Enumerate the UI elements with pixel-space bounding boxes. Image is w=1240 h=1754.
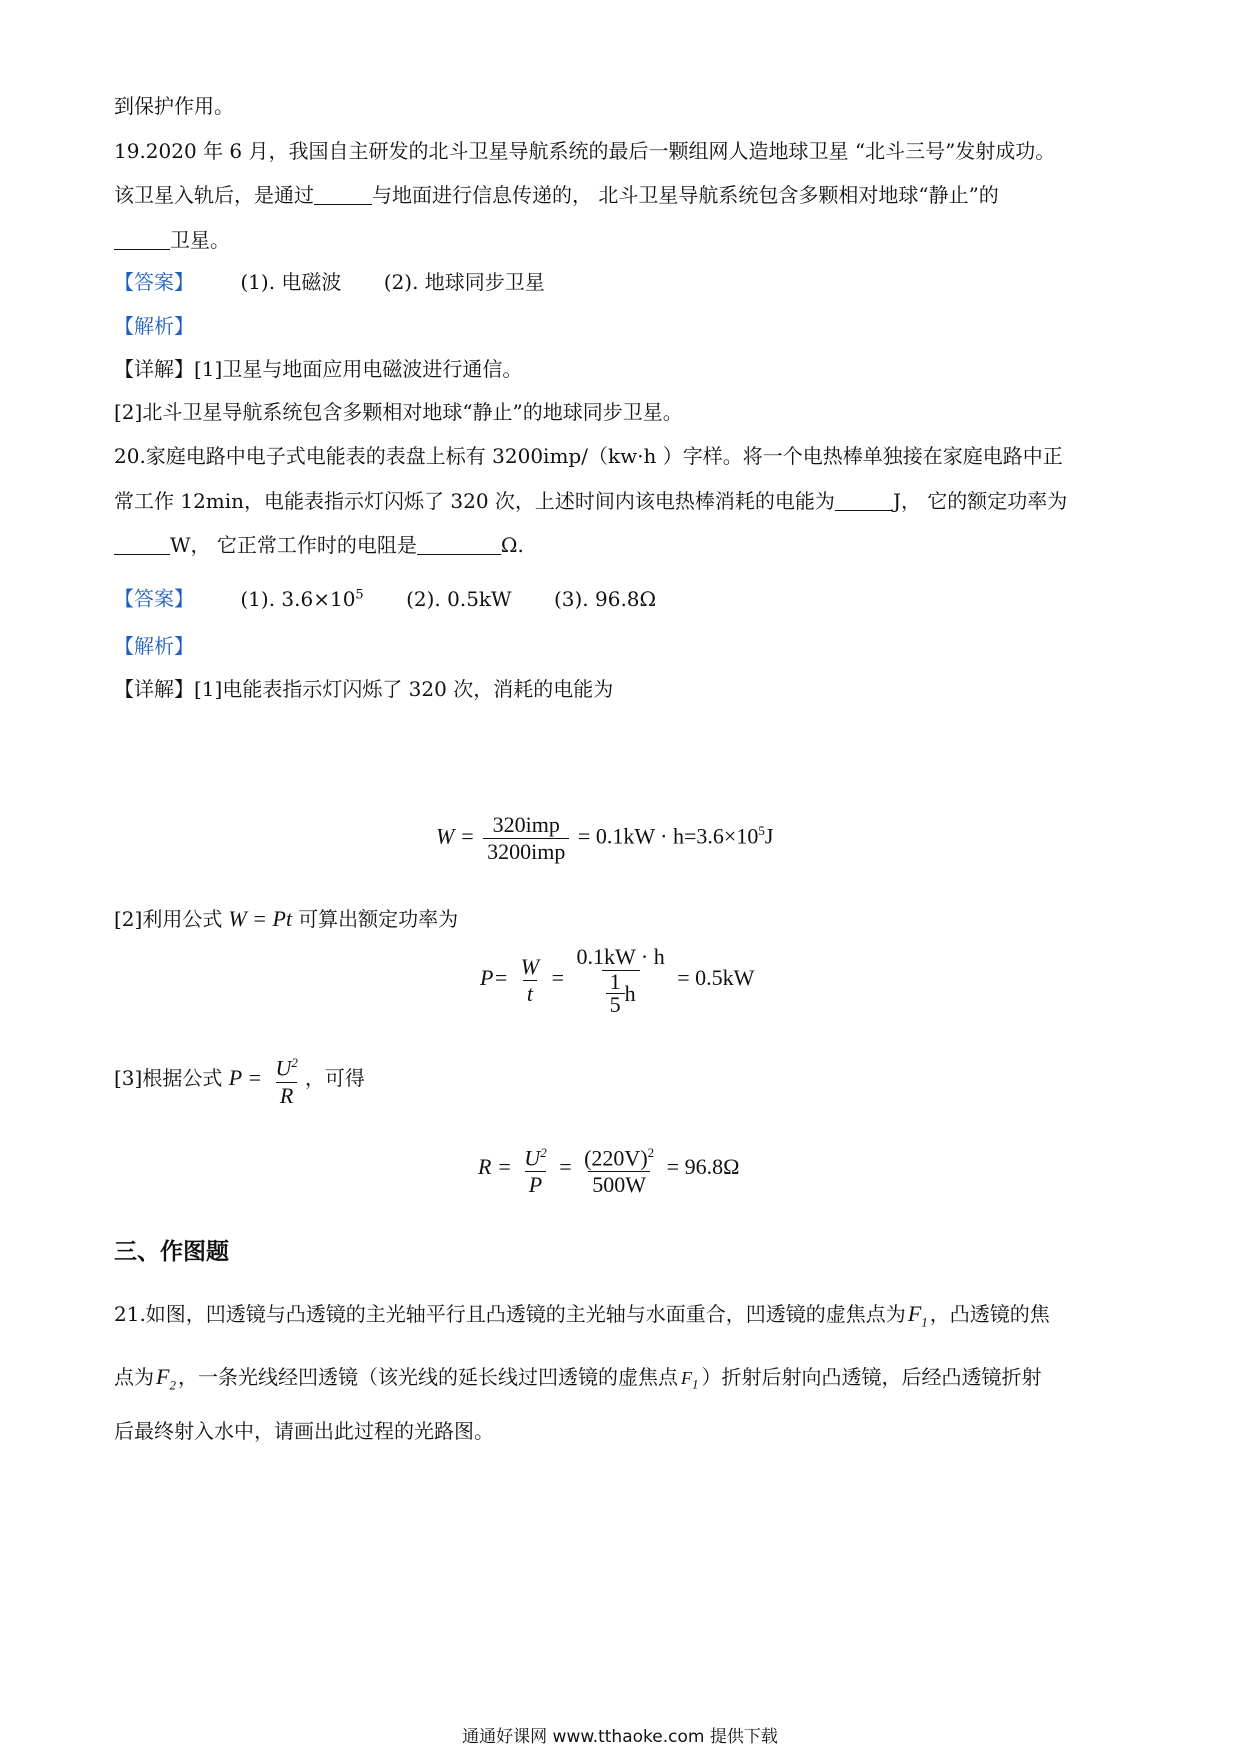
q20-detail-3: [3]根据公式 P = $\frac{U^2}{R}$ ，可得 (114, 1055, 365, 1108)
q19-detail-1 (114, 355, 522, 383)
page-footer: 通通好课网 www.tthaoke.com 提供下载 (462, 1727, 778, 1747)
q21-line3: 后最终射入水中，请画出此过程的光路图。 (114, 1419, 494, 1443)
q19-text: 卫星。 (170, 228, 230, 252)
answer-blank (114, 229, 170, 250)
q19-text: 与地面进行信息传递的， 北斗卫星导航系统包含多颗相对地球“静止”的 (372, 183, 999, 207)
q19-detail-2: [2]北斗卫星导航系统包含多颗相对地球“静止”的地球同步卫星。 (114, 400, 683, 424)
answer-item: (1). $3.6\times 10^5$ (240, 586, 364, 611)
text-line: 到保护作用。 (114, 94, 234, 118)
q21-line1: 21.如图，凹透镜与凸透镜的主光轴平行且凸透镜的主光轴与水面重合，凹透镜的虚焦点为$F_1$ ，凸透镜的焦 (114, 1301, 1050, 1330)
q20-line1: 20.家庭电路中电子式电能表的表盘上标有 3200imp/（kw·h ）字样。将一个电热棒单独接在家庭电路中正 (114, 444, 1063, 468)
equation-3: R = $\frac{U^2}{P}$ = $\frac{(220V)^2}{500W}$ = 96.8Ω (478, 1145, 740, 1198)
detail-tag: 【详解】 (114, 357, 194, 381)
analysis-tag: 【解析】 (114, 314, 194, 338)
answer-item: (1). 电磁波 (240, 270, 342, 294)
q19-text: 该卫星入轨后，是通过 (114, 183, 314, 207)
analysis-tag: 【解析】 (114, 634, 194, 658)
equation-2: P= $\frac{W}{t}$ = 0.1kW · h $\frac{1}{5}$ h = 0.5kW (480, 944, 755, 1017)
q20-detail-1 (114, 675, 613, 703)
q20-text: W， 它正常工作时的电阻是 (170, 533, 417, 557)
q20-line2 (114, 487, 1067, 515)
q20-text: Ω. (500, 533, 524, 557)
q20-detail-2: [2]利用公式 W = Pt 可算出额定功率为 (114, 906, 459, 931)
detail-text: [1]卫星与地面应用电磁波进行通信。 (194, 357, 523, 381)
answer-blank (417, 534, 501, 555)
q20-answer (114, 581, 656, 613)
answer-tag: 【答案】 (114, 270, 194, 294)
q19-line3 (114, 226, 230, 254)
section-title: 三、作图题 (114, 1239, 229, 1265)
detail-tag: 【详解】 (114, 677, 194, 701)
detail-text: [1]电能表指示灯闪烁了 320 次，消耗的电能为 (194, 677, 614, 701)
q20-text: 常工作 12min，电能表指示灯闪烁了 320 次，上述时间内该电热棒消耗的电能为 (114, 489, 835, 513)
answer-item: (2). 地球同步卫星 (383, 270, 545, 294)
answer-blank (314, 184, 372, 205)
q19-line2 (114, 181, 999, 209)
q19-line1: 19.2020 年 6 月，我国自主研发的北斗卫星导航系统的最后一颗组网人造地球卫星 “北斗三号”发射成功。 (114, 139, 1056, 163)
answer-item: (2). 0.5kW (406, 586, 512, 611)
answer-tag: 【答案】 (114, 586, 194, 611)
answer-blank (114, 534, 170, 555)
q20-text: J， 它的额定功率为 (892, 489, 1068, 513)
q21-line2: 点为$F_2$ ，一条光线经凹透镜（该光线的延长线过凹透镜的虚焦点 $F_1$ ）折射后射向凸透镜，后经凸透镜折射 (114, 1364, 1042, 1393)
answer-item: (3). 96.8Ω (553, 586, 657, 611)
q20-line3 (114, 531, 524, 559)
equation-1: W = $\frac{\text{320imp}}{\text{3200imp}}$ = $0.1kW \cdot h=3.6\times 10^5J$ (436, 812, 774, 864)
answer-blank (835, 490, 893, 511)
q19-answer (114, 268, 545, 296)
